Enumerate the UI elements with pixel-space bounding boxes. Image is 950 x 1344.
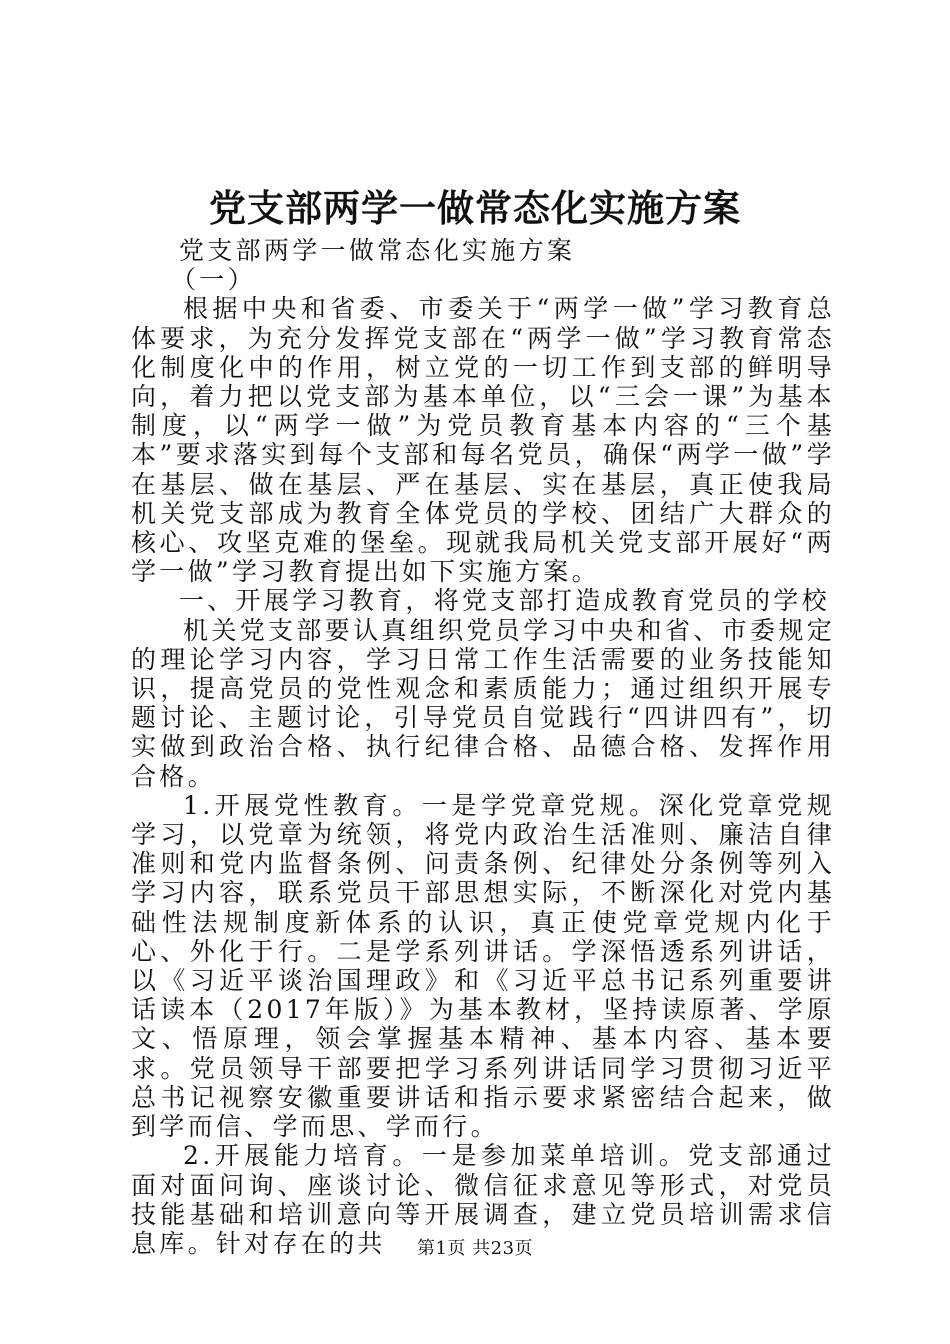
paragraph-section-1: 机关党支部要认真组织党员学习中央和省、市委规定的理论学习内容，学习日常工作生活需要的业务技能知识，提高党员的党性观念和素质能力；通过组织开展专题讨论、主题讨论，引导党员自觉践行“四讲四有”，切实做到政治合格、执行纪律合格、品德合格、发挥作用合格。 — [131, 615, 835, 791]
section-marker: （一） — [171, 265, 256, 295]
paragraph-item-1: 1.开展党性教育。一是学党章党规。深化党章党规学习，以党章为统领，将党内政治生活准则、廉洁自律准则和党内监督条例、问责条例、纪律处分条例等列入学习内容，联系党员干部思想实际，不断深化对党内基础性法规制度新体系的认识，真正使党章党规内化于心、外化于行。二是学系列讲话。学深悟透系列讲话，以《习近平谈治国理政》和《习近平总书记系列重要讲话读本（2017年版）》为基本教材，坚持读原著、学原文、悟原理，领会掌握基本精神、基本内容、基本要求。党员领导干部要把学习系列讲话同学习贯彻习近平总书记视察安徽重要讲话和指示要求紧密结合起来，做到学而信、学而思、学而行。 — [131, 790, 835, 1142]
paragraph-item-2: 2.开展能力培育。一是参加菜单培训。党支部通过面对面问询、座谈讨论、微信征求意见等形式，对党员技能基础和培训意向等开展调查，建立党员培训需求信息库。针对存在的共 — [131, 1141, 835, 1258]
document-body — [131, 236, 835, 1258]
page-number-footer: 第1页 共23页 — [416, 1238, 534, 1259]
paragraph-intro: 根据中央和省委、市委关于“两学一做”学习教育总体要求，为充分发挥党支部在“两学一做”学习教育常态化制度化中的作用，树立党的一切工作到支部的鲜明导向，着力把以党支部为基本单位，以“三会一课”为基本制度，以“两学一做”为党员教育基本内容的“三个基本”要求落实到每个支部和每名党员，确保“两学一做”学在基层、做在基层、严在基层、实在基层，真正使我局机关党支部成为教育全体党员的学校、团结广大群众的核心、攻坚克难的堡垒。现就我局机关党支部开展好“两学一做”学习教育提出如下实施方案。 — [131, 294, 835, 587]
document-subtitle: 党支部两学一做常态化实施方案 — [179, 236, 576, 265]
document-title: 党支部两学一做常态化实施方案 — [209, 186, 741, 230]
section-heading-1: 一、开展学习教育，将党支部打造成教育党员的学校 — [179, 586, 830, 616]
